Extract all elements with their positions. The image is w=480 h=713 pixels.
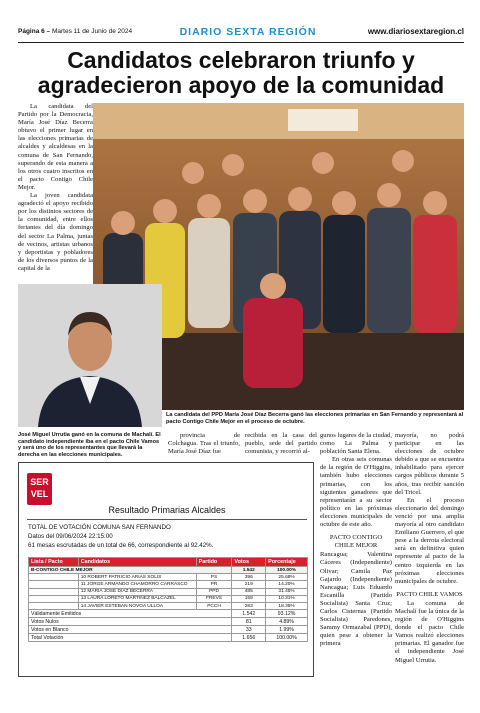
table-row-summary: Válidamente Emitidos 1.542 93.12% (29, 610, 308, 618)
article-column-d (395, 432, 464, 665)
results-table (28, 557, 308, 642)
column-c-text-2: En otras seis comunas de la región de O'Higgins, también hubo elecciones primarias, con los siguientes ganadores que representarán a su sector político en las próximas elecciones municipales de octubre de este año. (320, 456, 392, 529)
inset-photo-portrait (18, 284, 162, 427)
column-c-text-3: Rancagua; Valentina Cáceres (Independiente) Olivar; Camila Paz Gajardo (Independiente) Nancagua; Luis Eduardo Escanilla (Partido Socialista) Santa Cruz; Carlos Cisternas (Partido Socialista) Paredones, Sammy Ormazabal (PPD), quien pese a obtener la primera (320, 551, 392, 648)
header-rule (18, 42, 464, 43)
table-row: 10 ROBERT PATRICIO ARIAS SOLIS PS 396 25.68% (29, 574, 308, 581)
intro-paragraph-2: La joven candidata agradeció el apoyo recibido por los distintos sectores de la comunidad, entre ellos feriantes del día domingo del sector La Palma, juntas de vecinos, artistas urbanos y deportistas y pobladores de los diversos puntos de la capital de la (18, 192, 93, 272)
article-column-a (168, 432, 240, 456)
results-title: Resultado Primarias Alcaldes (108, 505, 226, 515)
column-b-text: recibida en la casa del pueblo, sede del partido comunista, y recorrió al- (245, 432, 317, 456)
page-number: Página 6 – Martes 11 de Junio de 2024 (18, 28, 133, 35)
results-divider (27, 519, 307, 520)
column-d-text-3: La comuna de Machalí fue la única de la región de O'Higgins donde el pacto Chile Vamos realizó elecciones primarias. El ganador fue el independiente José Miguel Urrutia. (395, 599, 464, 664)
website-link[interactable]: www.diariosextaregion.cl (367, 27, 464, 36)
table-row-summary: Votos Nulos 81 4.89% (29, 618, 308, 626)
column-c-text-1: gunos lugares de la ciudad, como La Palma y población Santa Elena. (320, 432, 392, 456)
results-table-header: Lista / Pacto Candidatos Partido Votos Porcentaje (29, 558, 308, 567)
table-row: 13 LAURA LORETO MARTINEZ BALCAZEL FREVS 159 10.31% (29, 595, 308, 602)
servel-logo: SER VEL (27, 473, 52, 505)
column-a-text: provincia de Colchagua. Tras el triunfo, María José Díaz fue (168, 432, 240, 456)
issue-date: Martes 11 de Junio de 2024 (51, 28, 133, 35)
column-d-text-2: En el proceso eleccionario del domingo venció por una amplia mayoría al otro candidato Emiliano Guerrero, el que pese a la derrota electoral será en definitiva quien represente al pacto de la centro izquierda en las próximas elecciones municipales de octubre. (395, 496, 464, 585)
headline: Candidatos celebraron triunfo y agradecieron apoyo de la comunidad (37, 47, 445, 98)
results-meta-total: TOTAL DE VOTACIÓN COMUNA SAN FERNANDO (28, 524, 171, 531)
table-row: 14 JAVIER ESTEBAN NOVOA ULLOA PCCH 283 18.35% (29, 602, 308, 609)
article-column-b (245, 432, 317, 456)
newspaper-brand: DIARIO SEXTA REGIÓN (179, 26, 317, 38)
inset-photo-caption: José Miguel Urrutia ganó en la comuna de Machalí. El candidato independiente iba en el pacto Chile Vamos y será uno de los representantes que llevará la derecha en las elecciones municipales. (18, 432, 161, 458)
intro-paragraph-1: La candidata del Partido por la Democracia, María José Díaz Becerra obtuvo el primer lugar en las elecciones primarias de alcaldes y alcaldesas en la comuna de San Fernando, superando de esta manera a los otros cuatro inscritos en el pacto Contigo Chile Mejor. (18, 103, 93, 191)
article-column-c (320, 432, 392, 648)
subhead-chile-vamos: PACTO CHILE VAMOS (396, 590, 463, 598)
table-row-summary: Total Votación 1.656 100.00% (29, 634, 308, 642)
intro-column (18, 103, 93, 273)
results-meta-mesas: 61 mesas escrutadas de un total de 66, correspondiente al 92.42%. (28, 542, 214, 549)
table-row-pact: B-CONTIGO CHILE MEJOR 1.542 100.00% (29, 567, 308, 574)
table-row-summary: Votos en Blanco 33 1.99% (29, 626, 308, 634)
main-photo-caption: La candidata del PPD María José Díaz Becerra ganó las elecciones primarias en San Fernando y representará al pacto Contigo Chile Mejor en el proceso de octubre. (166, 412, 464, 425)
results-box (18, 462, 314, 677)
table-row: 11 JORGE ARMANDO CHAMORRO CARRASCO PR 219 14.20% (29, 581, 308, 588)
subhead-contigo-chile-mejor: PACTO CONTIGO CHILE MEJOR (329, 534, 383, 550)
results-meta-date: Datos del 09/06/2024 22:15:00 (28, 533, 113, 540)
table-row: 12 MARIA JOSE DIAZ BECERRA PPD 485 31.45% (29, 588, 308, 595)
page-header (18, 26, 464, 42)
column-d-text-1: mayoría, no podrá participar en las elecciones de octubre debido a que se encuentra inhabilitado para ejercer cargos públicos durante 5 años, tras recibir sanción del Tricel. (395, 432, 464, 496)
